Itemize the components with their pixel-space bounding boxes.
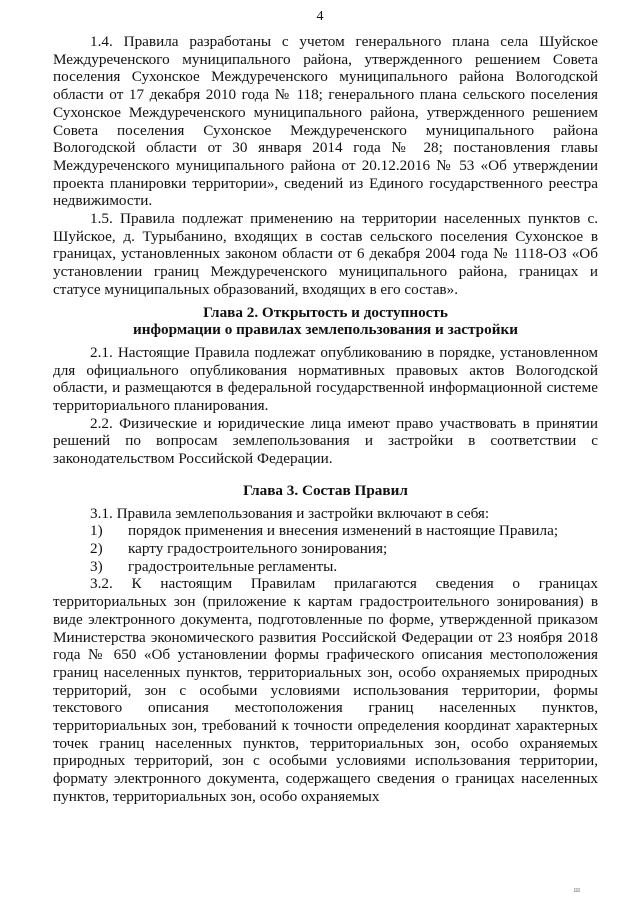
list-item-text: градостроительные регламенты. xyxy=(128,557,338,575)
chapter-2-title-line2: информации о правилах землепользования и застройки xyxy=(133,321,518,339)
paragraph-2-2: 2.2. Физические и юридические лица имеют право участвовать в принятии решений по вопросам землепользования и застройки в соответствии с законодательством Российской Федерации. xyxy=(53,414,598,468)
list-item-number: 2) xyxy=(90,539,103,557)
document-body xyxy=(53,33,598,806)
list-item-number: 1) xyxy=(90,522,103,540)
list-item xyxy=(53,558,598,576)
paragraph-1-4: 1.4. Правила разработаны с учетом генерального плана села Шуйское Междуреченского муниципального района, утвержденного решением Совета поселения Сухонское Междуреченского муниципального района Вологодской области от 17 декабря 2010 года № 118; генерального плана сельского поселения Сухонское Междуреченского муниципального района, утвержденного решением Совета поселения Сухонское Междуреченского муниципального района Вологодской области от 30 января 2014 года № 28; постановления главы Междуреченского муниципального района от 20.12.2016 № 53 «Об утверждении проекта планировки территории», сведений из Единого государственного реестра недвижимости. xyxy=(53,33,598,210)
paragraph-3-2: 3.2. К настоящим Правилам прилагаются сведения о границах территориальных зон (приложение к картам градостроительного зонирования) в виде электронного документа, подготовленные по форме, утвержденной приказом Министерства экономического развития Российской Федерации от 23 ноября 2018 года № 650 «Об установлении формы графического описания местоположения границ населенных пунктов, территориальных зон, особо охраняемых природных территорий, зон с особыми условиями использования территории, формы текстового описания местоположения границ населенных пунктов, территориальных зон, требований к точности определения координат характерных точек границ населенных пунктов, территориальных зон, особо охраняемых природных территорий, зон с особыми условиями использования территории, формату электронного документа, содержащего сведения о границах населенных пунктов, территориальных зон, особо охраняемых xyxy=(53,575,598,805)
list-item-number: 3) xyxy=(90,557,103,575)
list-item xyxy=(53,522,598,540)
chapter-3-title: Глава 3. Состав Правил xyxy=(243,481,408,499)
chapter-2-title-line1: Глава 2. Открытость и доступность xyxy=(203,303,448,321)
list-item-text: порядок применения и внесения изменений в настоящие Правила; xyxy=(128,522,559,540)
page-number: 4 xyxy=(316,9,324,24)
paragraph-3-1: 3.1. Правила землепользования и застройки включают в себя: xyxy=(90,504,490,522)
paragraph-2-1: 2.1. Настоящие Правила подлежат опубликованию в порядке, установленном для официального опубликования нормативных правовых актов Вологодской области, и размещаются в федеральной государственной информационной системе территориального планирования. xyxy=(53,343,598,415)
list-item xyxy=(53,540,598,558)
list-item-text: карту градостроительного зонирования; xyxy=(128,539,388,557)
paragraph-1-5: 1.5. Правила подлежат применению на территории населенных пунктов с. Шуйское, д. Турыбанино, входящих в состав сельского поселения Сухонское в границах, установленных законом области от 6 декабря 2004 года № 1118-ОЗ «Об установлении границ Междуреченского муниципального района, границах и статусе муниципальных образований, входящих в его состав». xyxy=(53,210,598,298)
scan-mark: ш xyxy=(573,885,580,895)
